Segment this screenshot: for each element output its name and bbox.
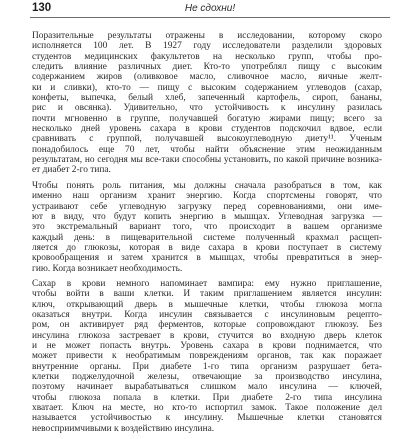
page-number: 130: [32, 2, 52, 14]
text-line: Чтобы понять роль питания, мы должны сначала разобраться в том, как: [32, 180, 382, 191]
text-line: конфеты, выпечка, белый хлеб, запеченный картофель, сироп, бананы,: [32, 93, 382, 104]
paragraph-1: [32, 31, 382, 176]
header-rule: [30, 17, 390, 18]
text-line: Поразительные результаты отражены в исследовании, которому скоро: [32, 31, 382, 41]
text-line: и не может попасть внутрь. Уровень сахара в крови поднимается, что: [32, 340, 382, 351]
book-title: Не сдохни!: [184, 3, 236, 14]
text-line: понадобилось еще 70 лет, чтобы найти объяснение этим неожиданным: [32, 144, 382, 155]
text-line: ром, он активирует ряд ферментов, которые сопровождают глюкозу. Без: [32, 320, 382, 331]
text-line: чтобы глюкоза попала в клетки. При диабете 2-го типа инсулина: [32, 392, 382, 403]
text-line: оказаться внутри. Когда инсулин связывается с инсулиновым рецепто-: [32, 309, 382, 320]
text-line: результатам, но сегодня мы все-таки способны установить, по какой причине возника-: [32, 155, 382, 166]
text-line: именно наш организм хранит энергию. Когда спортсмены говорят, что: [32, 191, 382, 202]
paragraph-2: [32, 181, 382, 274]
text-line: ключ, открывающий дверь в мышечные клетки, чтобы глюкоза могла: [32, 299, 382, 310]
text-line: устраивают себе углеводную загрузку перед соревнованиями, они име-: [32, 201, 382, 212]
running-header: [30, 2, 390, 15]
text-line: ет диабет 2-го типа.: [32, 165, 111, 176]
text-line: инсулина глюкоза застревает в крови, стучится во входную дверь клеток: [32, 330, 382, 341]
text-line: клетки поджелудочной железы, отвечающие за производство инсулина,: [32, 372, 382, 382]
text-line: следить влияние различных диет. Кто-то употреблял пищу с высоким: [32, 62, 382, 73]
text-line: гию. Когда возникает необходимость.: [32, 263, 183, 274]
body-text: [32, 31, 382, 439]
text-line: поэтому начинает вырабатываться слишком мало инсулина — ключей,: [32, 382, 382, 393]
text-line: внутренние органы. При диабете 1-го типа организм разрушает бета-: [32, 361, 382, 372]
text-line: чтобы войти в ваши клетки. И таким приглашением является инсулин:: [32, 289, 382, 300]
text-line: несколько дней уровень сахара в крови студентов подскочил вдвое, если: [32, 124, 382, 135]
text-line: кровообращения и затем хранится в мышцах, чтобы превратиться в энер-: [32, 253, 382, 264]
text-line: рис и овсянка). Удивительно, что устойчивость к инсулину разилась: [32, 103, 382, 114]
text-line: содержанием жиров (оливковое масло, сливочное масло, яичные желт-: [32, 72, 382, 83]
text-line: исполняется 100 лет. В 1927 году исследователи разделили здоровых: [32, 41, 382, 52]
text-line: хватает. Ключ на месте, но кто-то испортил замок. Такое положение дел: [32, 403, 382, 414]
paragraph-3: [32, 279, 382, 434]
text-line: студентов медицинских факультетов на несколько групп, чтобы про-: [32, 51, 382, 62]
text-line: называется устойчивостью к инсулину. Мышечные клетки становятся: [32, 413, 382, 424]
text-line: ют в виду, что будут копить энергию в мышцах. Углеводная загрузка —: [32, 211, 382, 222]
text-line: ляется до глюкозы, которая в виде сахара в крови поступает в систему: [32, 242, 382, 253]
text-line: Сахар в крови немного напоминает вампира: ему нужно приглашение,: [32, 278, 382, 289]
text-line: каждый день: в пищеварительной системе полученный крахмал расщеп-: [32, 232, 382, 243]
text-line: почти мгновенно в группе, получавшей богатую жирами пищу; всего за: [32, 113, 382, 124]
text-line: это экстремальный вариант того, что происходит в вашем организме: [32, 222, 382, 233]
text-line: сравнивать с группой, получавшей высокоуглеводную диету¹¹. Ученым: [32, 134, 382, 145]
text-line: ки и сливки), кто-то — пищу с высоким содержанием углеводов (сахар,: [32, 82, 382, 93]
text-line: невосприимчивыми к воздействию инсулина.: [32, 423, 215, 434]
text-line: может привести к необратимым повреждениям органов, так как поражает: [32, 351, 382, 362]
